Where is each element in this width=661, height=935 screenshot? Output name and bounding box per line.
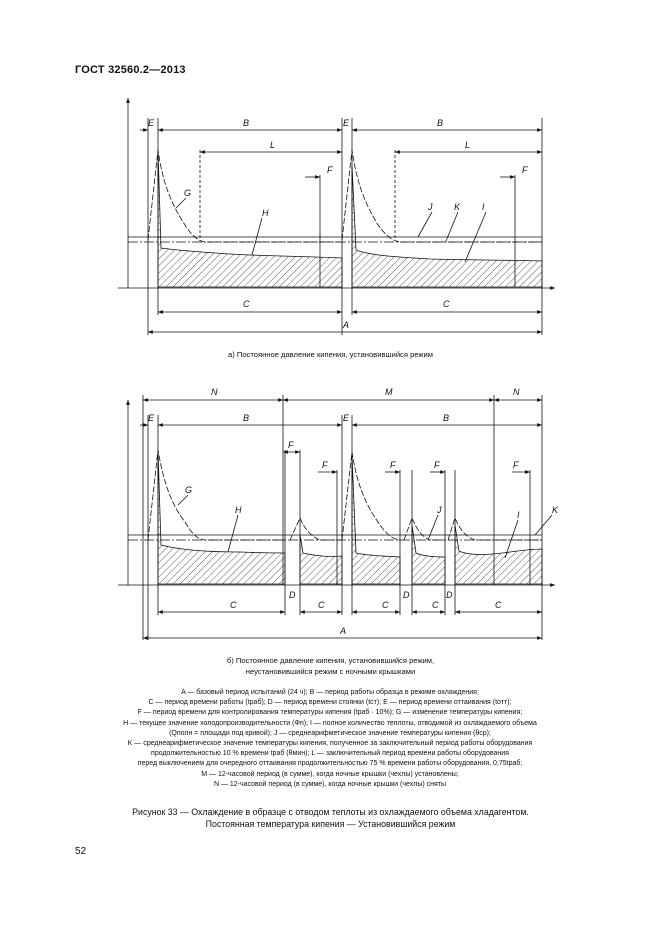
label-f-a2: F [522, 165, 528, 175]
document-header: ГОСТ 32560.2—2013 [75, 64, 186, 76]
legend-line: перед выключением для очередного оттаивания продолжительностью 75 % времени работы оборудования, 0,75tраб; [137, 760, 523, 768]
figure-caption-line2: Постоянная температура кипения — Установившийся режим [205, 819, 456, 829]
label-a-a: A [343, 320, 350, 330]
hatched-area-b1 [158, 450, 285, 584]
hatched-area-a2 [352, 165, 542, 287]
caption-b-line2: неустановившийся режим с ночными крышками [245, 667, 416, 676]
label-f-a1: F [327, 165, 333, 175]
figure-caption-line1: Рисунок 33 — Охлаждение в образце с отводом теплоты из охлаждаемого объема хладагентом. [132, 807, 529, 817]
legend [80, 688, 580, 790]
curve-g-a2 [342, 150, 542, 242]
label-c-b5: C [495, 600, 502, 610]
legend-line: C — период времени работы (tраб); D — период времени стоянки (tст); E — период времени оттаивания (tотт); [148, 699, 512, 707]
label-c-b1: C [230, 600, 237, 610]
hatched-area-b5 [455, 525, 542, 584]
label-f-b5: F [513, 460, 519, 470]
label-f-b3: F [390, 460, 396, 470]
label-g-a: G [184, 188, 192, 198]
hatched-area-b4 [412, 525, 445, 584]
label-l-a1: L [270, 140, 276, 150]
legend-line: A — базовый период испытаний (24 ч); B — период работы образца в режиме охлаждения; [181, 689, 479, 696]
legend-line: N — 12-часовой период (в сумме), когда ночные крышки (чехлы) сняты [213, 780, 447, 788]
caption-a: а) Постоянное давление кипения, установившийся режим [228, 350, 433, 359]
curve-g-b2 [290, 518, 342, 540]
label-b-a2: B [437, 118, 444, 128]
label-j-b: J [437, 505, 442, 515]
curve-g-a1 [148, 150, 342, 242]
label-h-a: H [262, 208, 269, 218]
label-n-b2: N [513, 387, 520, 397]
label-e-a1: E [148, 118, 155, 128]
label-d-b2: D [403, 590, 410, 600]
label-d-b1: D [289, 590, 296, 600]
label-b-b2: B [443, 413, 450, 423]
label-c-a2: C [443, 299, 450, 309]
hatched-area-a1 [158, 150, 342, 287]
label-e-a2: E [343, 118, 350, 128]
label-b-b1: B [243, 413, 250, 423]
label-f-b1: F [288, 440, 294, 450]
label-e-b1: E [148, 413, 155, 423]
label-f-b4: F [434, 460, 440, 470]
legend-line: продолжительностью 10 % времени tраб (θмин); L — заключительный период времени работы оборудования [151, 750, 509, 758]
label-c-a1: C [243, 299, 250, 309]
label-h-b: H [235, 505, 242, 515]
label-c-b2: C [318, 600, 325, 610]
label-a-b: A [340, 626, 347, 636]
label-e-b2: E [343, 413, 350, 423]
label-l-a2: L [465, 140, 471, 150]
legend-line: M — 12-часовой период (в сумме), когда ночные крышки (чехлы) установлены; [201, 770, 459, 778]
label-j-a: J [428, 202, 433, 212]
hatched-area-b2 [300, 535, 342, 584]
label-c-b4: C [432, 600, 439, 610]
curve-g-b1 [148, 450, 285, 540]
caption-b-line1: б) Постоянное давление кипения, установившийся режим, [226, 656, 435, 665]
label-d-b3: D [446, 590, 453, 600]
diagram-a [118, 98, 555, 335]
label-f-b2: F [322, 460, 328, 470]
label-b-a1: B [243, 118, 250, 128]
label-n-b1: N [211, 387, 218, 397]
label-m-b: M [385, 387, 393, 397]
legend-line: F — период времени для контролирования температуры кипения (tраб · 10%); G — изменение температуры кипения; [137, 709, 523, 717]
curve-g-b5 [448, 518, 542, 540]
legend-line: K — среднеарифметическое значение температуры кипения, полученное за заключительный период работы оборудования [127, 740, 533, 748]
page-number: 52 [75, 846, 87, 857]
label-k-a: K [454, 202, 461, 212]
label-c-b3: C [382, 600, 389, 610]
label-i-b: I [517, 510, 520, 520]
diagram-b [118, 395, 555, 640]
label-i-a: I [482, 202, 485, 212]
curve-g-b4 [404, 518, 445, 540]
label-k-b: K [552, 505, 559, 515]
label-g-b: G [185, 485, 193, 495]
legend-line: H — текущее значение холодопроизводительности (Φп); I — полное количество теплоты, отводимой из охлаждаемого объема [123, 719, 537, 727]
diagram-a-labels [148, 118, 528, 330]
legend-line: (Qполн = площади под кривой); J — среднеарифметическое значение температуры кипения (θср); [169, 729, 491, 737]
figure-caption [0, 806, 661, 830]
